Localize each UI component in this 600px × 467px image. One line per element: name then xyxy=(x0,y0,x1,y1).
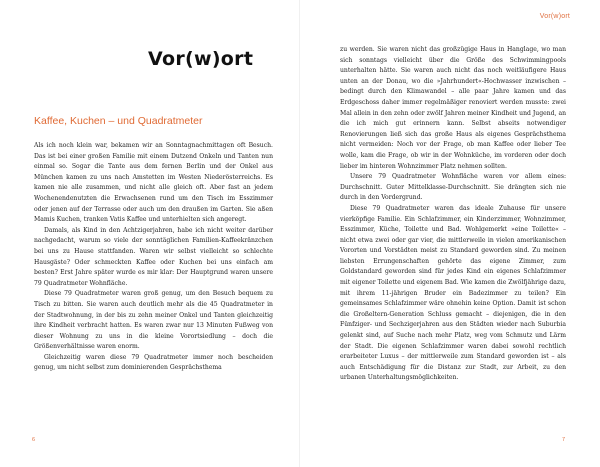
paragraph: Gleichzeitig waren diese 79 Quadratmeter immer noch bescheiden genug, um nicht selbst zum dominierenden Gesprächsthema xyxy=(34,353,273,372)
paragraph: Als ich noch klein war, bekamen wir an Sonntagnachmittagen oft Besuch. Das ist bei einer großen Familie mit einem Dutzend Onkeln und Tanten nun einmal so. Sogar die Tante aus dem fernen Berlin und der Onkel aus München kamen zu uns nach Amstetten im Westen Niederösterreichs. Es kamen nie alle zusammen, und nicht alle gleich oft. Aber fast an jedem Wochenendenutzten die Erwachsenen rund um den Tisch im Esszimmer oder jenen auf der Terrasse oder auch um den draußen im Garten. Sie aßen Mamis Kuchen, tranken Vatis Kaffee und unterhielten sich angeregt. xyxy=(34,142,273,224)
paragraph: zu werden. Sie waren nicht das großzügige Haus in Hanglage, wo man sich sonntags vielleicht über die Größe des Schwimmingpools unterhalten hätte. Sie waren auch nicht das noch weitläufigere Haus unten an der Donau, wo die »Jahrhundert«-Hochwasser inzwischen – bedingt durch den Klimawandel – alle paar Jahre kamen und das Erdgeschoss daher immer regelmäßiger renoviert werden musste: zwei Mal allein in den zehn oder zwölf Jahren meiner Kindheit und Jugend, an die ich mich gut erinnern kann. Selbst abseits notwendiger Renovierungen ließ sich das große Haus als eigenes Gesprächsthema nicht vermeiden: Noch vor der Frage, ob man Kaffee oder lieber Tee wolle, kam die Frage, ob wir in der Wohnküche, im vorderen oder doch lieber im hinteren Wohnzimmer Platz nehmen sollten. xyxy=(340,46,566,170)
chapter-title: Vor(w)ort xyxy=(148,48,254,70)
running-head: Vor(w)ort xyxy=(539,13,570,20)
paragraph: Diese 79 Quadratmeter waren groß genug, um den Besuch bequem zu Tisch zu bitten. Sie waren auch deutlich mehr als die 45 Quadratmeter in der Stadtwohnung, in der bis zu zehn meiner Onkel und Tanten gleichzeitig ihre Kindheit verbracht hatten. Es waren zwar nur 13 Minuten Fußweg von dieser Wohnung zu uns in die kleine Vorortsiedlung – doch die Größenverhältnisse waren enorm. xyxy=(34,290,273,351)
page-number-left: 6 xyxy=(32,437,36,443)
paragraph: Unsere 79 Quadratmeter Wohnfläche waren vor allem eines: Durchschnitt. Guter Mittelklasse-Durchschnitt. Sie drängten sich nie durch in den Vordergrund. xyxy=(340,173,566,202)
right-body-text xyxy=(340,45,566,384)
page-number-right: 7 xyxy=(562,437,566,443)
left-body-text xyxy=(34,141,273,374)
section-subtitle: Kaffee, Kuchen – und Quadratmeter xyxy=(34,115,203,127)
paragraph: Diese 79 Quadratmeter waren das ideale Zuhause für unsere vierköpfige Familie. Ein Schlafzimmer, ein Kinderzimmer, Wohnzimmer, Esszimmer, Küche, Toilette und Bad. Wohlgemerkt »eine Toilette« – nicht etwa zwei oder gar vier, die mittlerweile in vielen amerikanischen Vororten und Vorstädten meist zu Standard geworden sind. Zu meinen liebsten Errungenschaften gehörte das eigene Zimmer, zum Goldstandard geworden sind für jedes Kind ein eigenes Schlafzimmer mit eigener Toilette und eigenem Bad. Wie kamen die Zwölfjährige dazu, mit ihrem 11-jährigen Bruder ein Badezimmer zu teilen? Ein gemeinsames Schlafzimmer wäre ohnehin keine Option. Damit ist schon die Großeltern-Generation Schluss gemacht – diejenigen, die in den Fünfziger- und Sechzigerjahren aus den Städten wieder nach Suburbia gelenkt sind, auf Suche nach mehr Platz, weg vom Schmutz und Lärm der Stadt. Die eigenen Schlafzimmer waren dabei sowohl rechtlich erarbeiteter Luxus – der mittlerweile zum Standard geworden ist – als auch Entschädigung für die Distanz zur Stadt, zur Arbeit, zu den urbanen Unterhaltungsmöglichkeiten. xyxy=(340,204,566,382)
paragraph: Damals, als Kind in den Achtzigerjahren, habe ich nicht weiter darüber nachgedacht, warum so viele der sonntäglichen Familien-Kaffeekränzchen bei uns zu Hause stattfanden. Waren wir selbst vielleicht so schlechte Hausgäste? Oder schmeckten Kaffee oder Kuchen bei uns einfach am besten? Erst Jahre später wurde es mir klar: Der Hauptgrund waren unsere 79 Quadratmeter Wohnfläche. xyxy=(34,226,273,287)
